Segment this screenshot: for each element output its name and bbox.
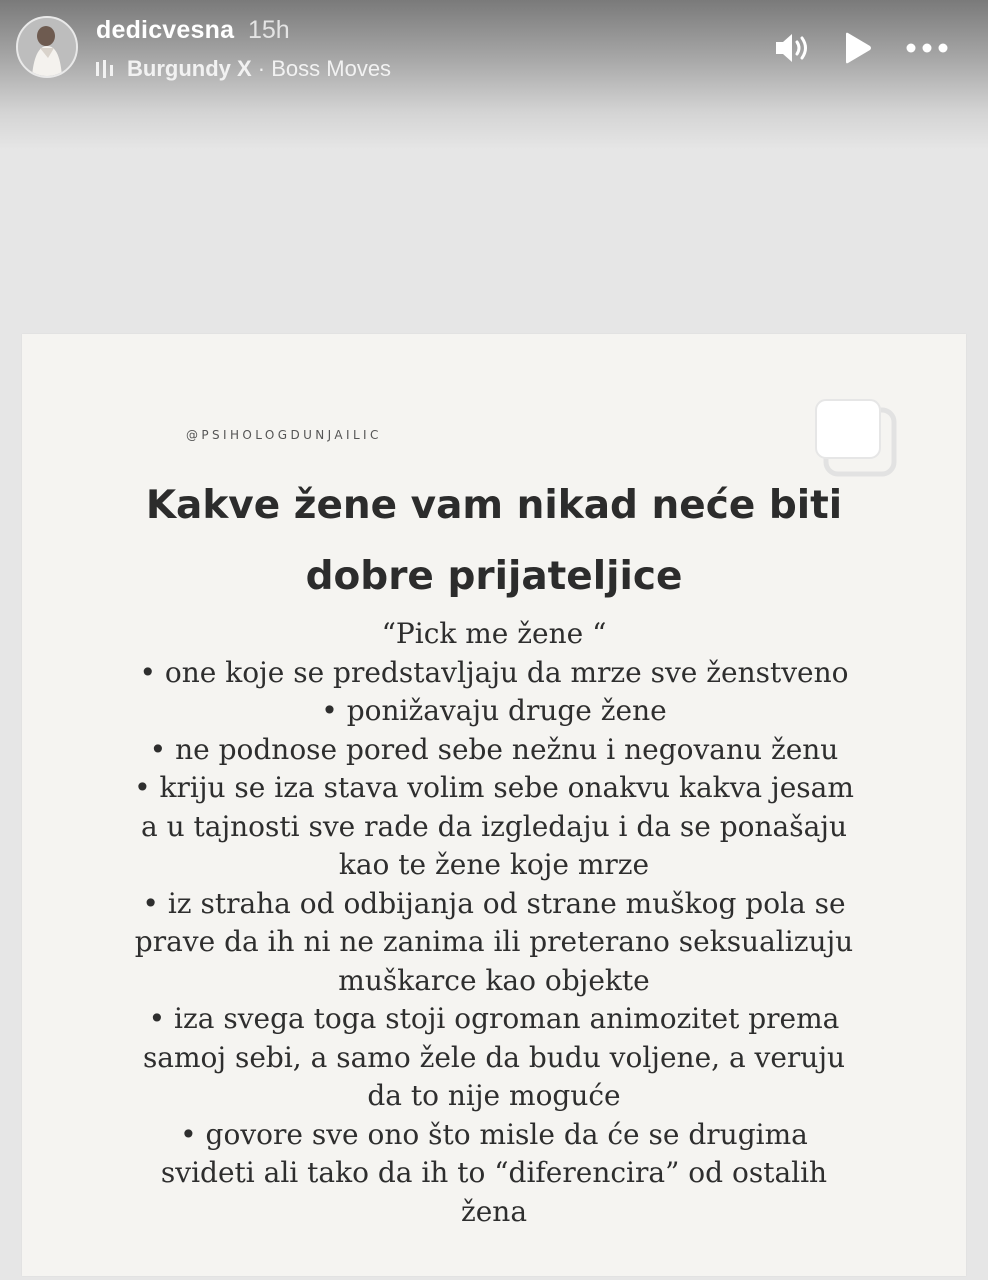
body-line: • kriju se iza stava volim sebe onakvu kakva jesam: [134, 771, 854, 804]
body-line: svideti ali tako da ih to “diferencira” od ostalih: [160, 1156, 828, 1189]
title-line: Kakve žene vam nikad neće biti: [145, 483, 843, 528]
speaker-icon[interactable]: [774, 30, 814, 66]
body-line: prave da ih ni ne zanima ili preterano seksualizuju: [134, 925, 854, 958]
music-separator: ·: [251, 56, 272, 81]
play-icon[interactable]: [840, 30, 874, 66]
avatar-photo-icon: [18, 18, 76, 76]
music-attribution[interactable]: [127, 56, 391, 82]
music-bars-icon: [96, 60, 114, 78]
body-line: da to nije moguće: [367, 1079, 621, 1112]
copy-icon[interactable]: [812, 398, 900, 478]
body-line: • one koje se predstavljaju da mrze sve ženstveno: [139, 655, 849, 689]
body-line: • ne podnose pored sebe nežnu i negovanu ženu: [149, 732, 839, 766]
body-line: žena: [460, 1194, 528, 1228]
music-song: Boss Moves: [271, 56, 392, 81]
body-line: a u tajnosti sve rade da izgledaju i da se ponašaju: [140, 809, 848, 843]
author-handle: @PSIHOLOGDUNJAILIC: [186, 428, 382, 442]
music-artist: Burgundy X: [127, 56, 252, 81]
body-line: samoj sebi, a samo žele da budu voljene, a veruju: [142, 1040, 846, 1074]
username[interactable]: dedicvesna: [96, 16, 235, 44]
body-line: “Pick me žene “: [381, 617, 607, 650]
body-line: kao te žene koje mrze: [338, 848, 650, 881]
body-line: muškarce kao objekte: [338, 963, 650, 997]
body-line: • iz straha od odbijanja od strane muškog pola se: [142, 886, 846, 920]
post-body: [60, 615, 928, 1231]
post-title: [60, 470, 928, 612]
title-line: dobre prijateljice: [305, 554, 683, 599]
avatar[interactable]: [16, 16, 78, 78]
body-line: • ponižavaju druge žene: [321, 694, 667, 727]
story-header: [0, 0, 988, 110]
post-time: 15h: [248, 16, 290, 44]
body-line: • iza svega toga stoji ogroman animozitet prema: [148, 1002, 840, 1035]
more-icon[interactable]: [904, 30, 950, 66]
body-line: • govore sve ono što misle da će se drugima: [180, 1117, 808, 1151]
